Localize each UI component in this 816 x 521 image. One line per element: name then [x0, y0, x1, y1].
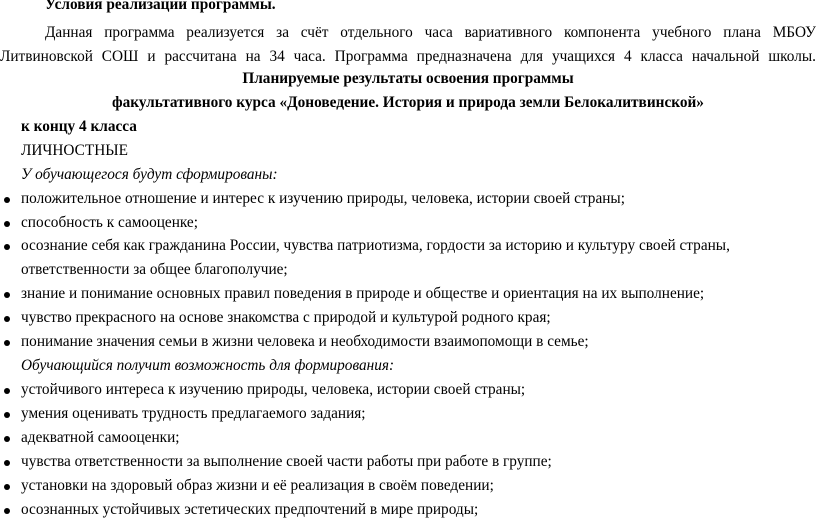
- bullet-icon: [4, 436, 10, 442]
- conditions-paragraph: Данная программа реализуется за счёт отдельного часа вариативного компонента учебного плана МБОУ Литвиновской СОШ и рассчитана на 34 часа. Программа предназначена для учащихся 4 класса начальной школы.: [0, 24, 816, 65]
- list-item: [0, 405, 816, 425]
- list-item-text: положительное отношение и интерес к изучению природы, человека, истории своей страны;: [21, 190, 625, 207]
- list-item-text: осознанных устойчивых эстетических предпочтений в мире природы;: [21, 501, 479, 518]
- conditions-heading: Условия реализации программы.: [45, 0, 276, 13]
- list-item-text: способность к самооценке;: [21, 214, 198, 231]
- list-item: [0, 309, 816, 329]
- list-item-text: устойчивого интереса к изучению природы, человека, истории своей страны;: [21, 381, 526, 398]
- bullet-icon: [4, 508, 10, 514]
- list-item-text: чувство прекрасного на основе знакомства с природой и культурой родного края;: [21, 309, 551, 326]
- list-item: [0, 285, 816, 305]
- list-item-text: знание и понимание основных правил поведения в природе и обществе и ориентация на их выполнение;: [21, 285, 705, 302]
- opportunity-intro: Обучающийся получит возможность для формирования:: [21, 357, 395, 374]
- list-item-text: умения оценивать трудность предлагаемого задания;: [21, 405, 366, 422]
- list-item-text: чувства ответственности за выполнение своей части работы при работе в группе;: [21, 453, 552, 470]
- list-item: [0, 237, 816, 281]
- list-item: [0, 333, 816, 353]
- list-item-text: осознание себя как гражданина России, чувства патриотизма, гордости за историю и культуру своей страны, ответственности за общее благополучие;: [21, 237, 730, 278]
- list-item-text: понимание значения семьи в жизни человека и необходимости взаимопомощи в семье;: [21, 333, 589, 350]
- bullet-icon: [4, 244, 10, 250]
- bullet-icon: [4, 292, 10, 298]
- list-item: [0, 190, 816, 210]
- bullet-icon: [4, 340, 10, 346]
- list-item: [0, 477, 816, 497]
- bullet-icon: [4, 197, 10, 203]
- list-item: [0, 429, 816, 449]
- list-item-text: установки на здоровый образ жизни и её реализация в своём поведении;: [21, 477, 494, 494]
- results-title-line2: факультативного курса «Доноведение. История и природа земли Белокалитвинской»: [112, 94, 704, 111]
- bullet-icon: [4, 460, 10, 466]
- bullet-icon: [4, 412, 10, 418]
- formed-intro: У обучающегося будут сформированы:: [21, 166, 278, 183]
- results-title-line1: Планируемые результаты освоения программы: [242, 70, 574, 87]
- grade-label: к концу 4 класса: [21, 118, 137, 135]
- list-item-text: адекватной самооценки;: [21, 429, 180, 446]
- list-item: [0, 501, 816, 521]
- section-label: ЛИЧНОСТНЫЕ: [21, 142, 128, 159]
- bullet-icon: [4, 221, 10, 227]
- list-item: [0, 453, 816, 473]
- bullet-icon: [4, 316, 10, 322]
- list-item: [0, 381, 816, 401]
- bullet-icon: [4, 484, 10, 490]
- list-item: [0, 214, 816, 234]
- bullet-icon: [4, 388, 10, 394]
